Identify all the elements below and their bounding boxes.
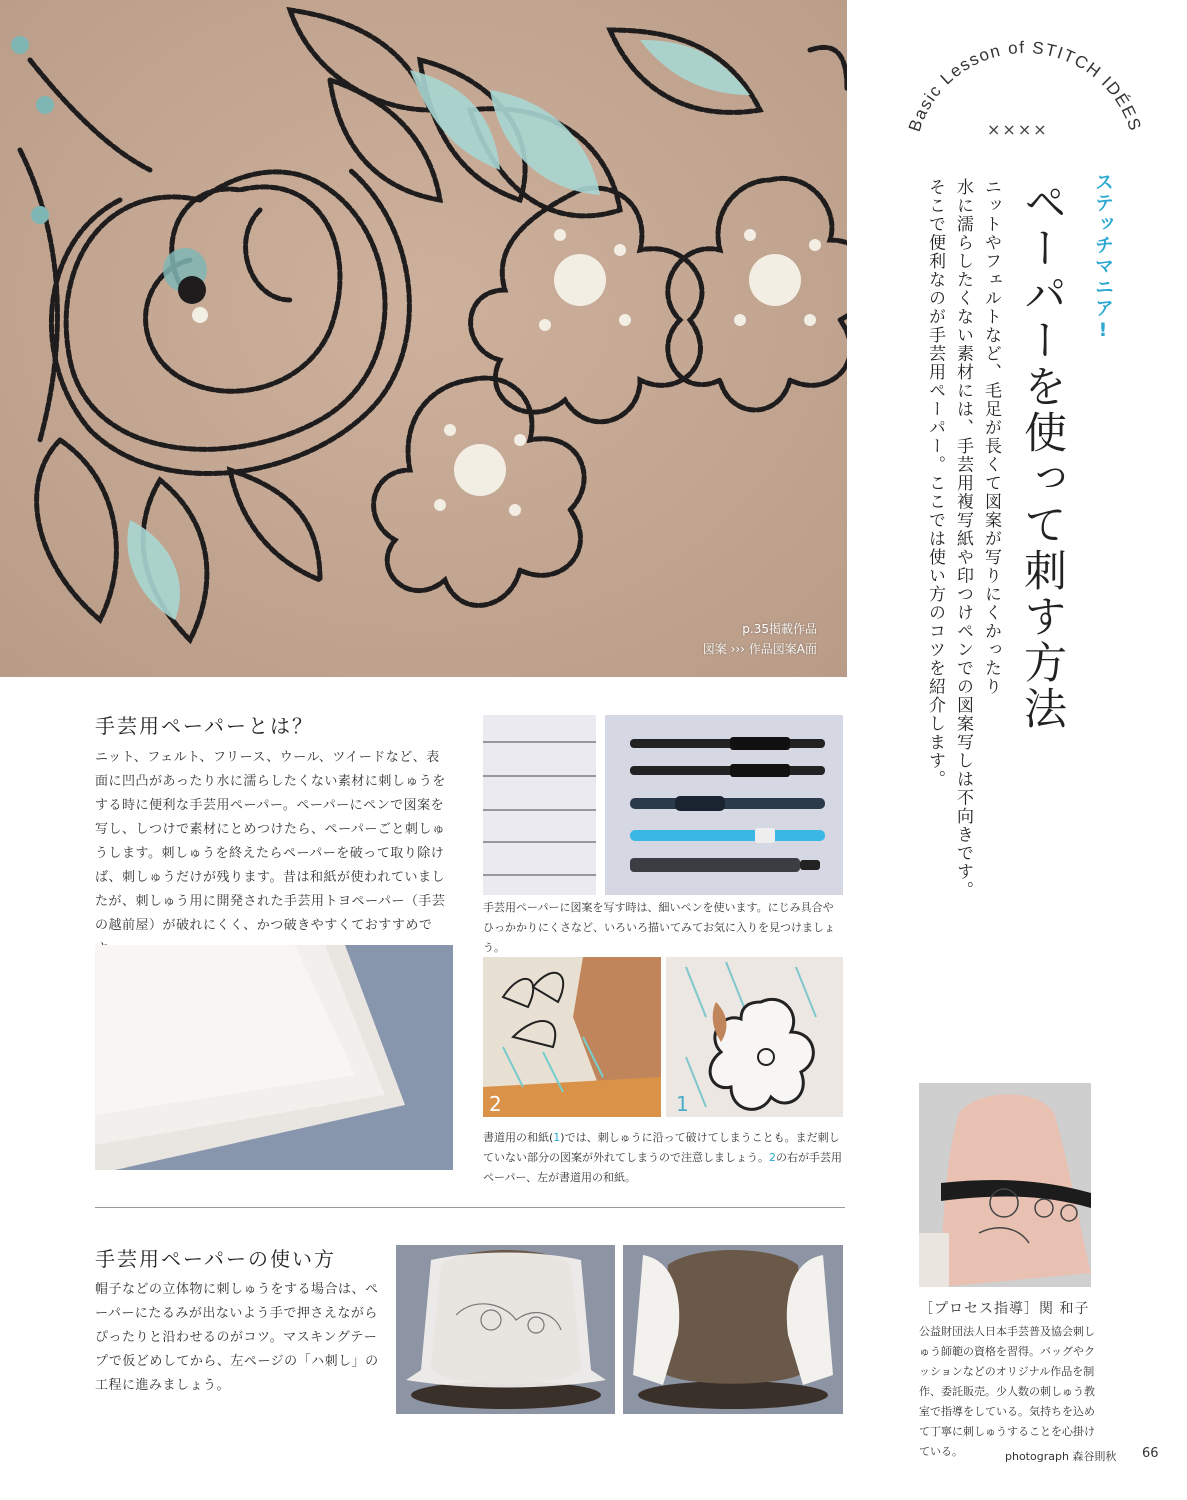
tracing-paper-photo: [483, 715, 596, 895]
hero-caption-work: p.35掲載作品: [742, 622, 817, 636]
hero-embroidery-photo: [0, 0, 847, 677]
pens-photo: [605, 715, 843, 895]
paper-sheets-photo: [95, 945, 453, 1170]
profile-name: 関 和子: [1039, 1301, 1090, 1317]
section-marker: ××××: [987, 120, 1049, 139]
pens-caption: 手芸用ペーパーに図案を写す時は、細いペンを使います。にじみ具合やひっかかりにくさなど、いろいろ描いてみてお気に入りを見つけましょう。: [483, 901, 835, 954]
section-divider: [95, 1207, 845, 1208]
profile-role: ［プロセス指導］: [919, 1301, 1039, 1317]
washi-tear-illustration: [483, 957, 661, 1117]
craft-paper-illustration: [666, 957, 843, 1117]
paper-sheets-illustration: [95, 945, 453, 1170]
hat-front-photo: [396, 1245, 615, 1414]
section-body-about-paper: ニット、フェルト、フリース、ウール、ツイードなど、表面に凹凸があったり水に濡らしたくない素材に刺しゅうをする時に便利な手芸用ペーパー。ペーパーにペンで図案を写し、しつけで素材にとめつけたら、ペーパーごと刺しゅうします。刺しゅうを終えたらペーパーを破って取り除けば、刺しゅうだけが残ります。昔は和紙が使われていましたが、刺しゅう用に開発された手芸用トヨペーパー（手芸の越前屋）が破れにくく、かつ破きやすくておすすめで: [95, 750, 446, 933]
comparison-caption-num1: 1: [553, 1131, 561, 1144]
comparison-caption-part2: )では、刺しゅうに沿って破けてしまうことも。まだ刺していない部分の図案が外れてしまうので注意しましょう。: [483, 1131, 840, 1164]
lead-line-2: 水に濡らしたくない素材には、手芸用複写紙や印つけペンでの図案写しは不向きです。: [953, 178, 973, 900]
hat-back-illustration: [623, 1245, 843, 1414]
photo-label-2: 2: [489, 1092, 502, 1116]
comparison-caption-part1: 書道用の和紙(: [483, 1131, 554, 1144]
comparison-caption-num2: 2: [769, 1151, 776, 1164]
washi-tear-photo: [483, 957, 661, 1117]
hat-back-photo: [623, 1245, 843, 1414]
photo-label-1: 1: [676, 1092, 689, 1116]
series-arc-title: [900, 38, 1150, 168]
tracing-paper-illustration: [483, 715, 596, 895]
craft-paper-photo: [666, 957, 843, 1117]
profile-hat-photo: [919, 1083, 1091, 1287]
hat-front-illustration: [396, 1245, 615, 1414]
photo-credit: photograph 森谷則秋: [1005, 1450, 1117, 1463]
page-title: ペーパーを使って刺す方法: [1017, 180, 1067, 732]
comparison-caption-part3: の右が手芸用ペーパー、左が書道用の和紙。: [483, 1151, 842, 1184]
series-label: Basic Lesson of STITCH IDÉES: [904, 38, 1146, 135]
profile-bio: 公益財団法人日本手芸普及協会刺しゅう師範の資格を習得。バッグやクッションなどのオリジナル作品を制作、委託販売。少人数の刺しゅう教室で指導をしている。気持ちを込めて丁寧に刺しゅうすることを心掛けている。: [919, 1325, 1095, 1458]
section-body-how-to-use: 帽子などの立体物に刺しゅうをする場合は、ペーパーにたるみが出ないよう手で押さえながらぴったりと沿わせるのがコツ。マスキングテープで仮どめしてから、左ページの「ハ刺し」の工程に進みましょう。: [95, 1282, 379, 1393]
page-number: 66: [1142, 1446, 1159, 1461]
lead-line-1: ニットやフェルトなど、毛足が長くて図案が写りにくかったり: [981, 178, 1001, 696]
lead-line-3: そこで便利なのが手芸用ペーパー。ここでは使い方のコツを紹介します。: [925, 178, 945, 789]
section-heading-about-paper: 手芸用ペーパーとは？: [95, 714, 314, 738]
kicker-label: ステッチマニア!: [1092, 172, 1114, 343]
comparison-caption: [483, 1128, 845, 1188]
hero-caption-pattern: 図案 ››› 作品図案A面: [702, 642, 817, 656]
profile-header: [919, 1298, 1089, 1318]
embroidery-illustration: [0, 0, 847, 677]
section-heading-how-to-use: 手芸用ペーパーの使い方: [95, 1247, 336, 1271]
profile-hat-illustration: [919, 1083, 1091, 1287]
pens-illustration: [605, 715, 843, 895]
